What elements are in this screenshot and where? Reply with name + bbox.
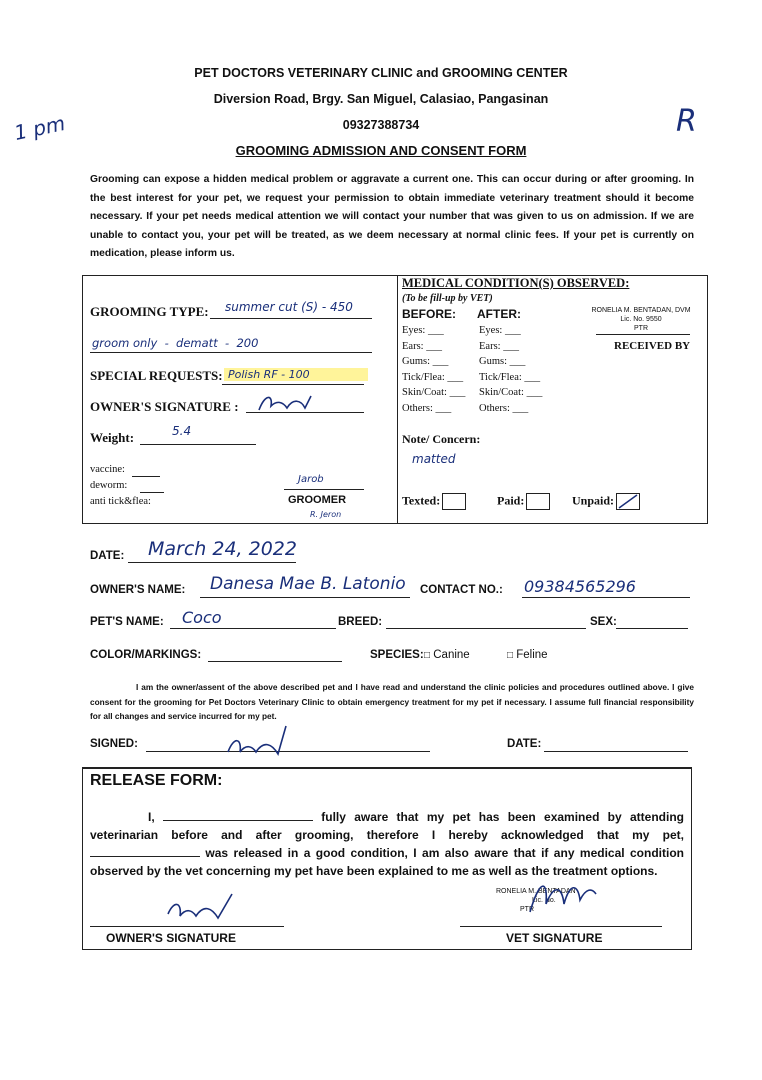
vet-stamp	[586, 306, 696, 333]
special-requests-value: Polish RF - 100	[224, 368, 368, 381]
before-row: Tick/Flea: ___	[402, 371, 464, 383]
species-feline-option[interactable]	[507, 649, 548, 661]
deworm-label: deworm:	[90, 480, 128, 491]
weight-label: Weight:	[90, 430, 135, 445]
release-vet-stamp-name: RONELIA M. BENTADAN	[496, 888, 576, 895]
release-p1-start: I,	[148, 810, 155, 824]
signed-date-label: DATE:	[507, 738, 542, 750]
vaccine-line	[132, 476, 160, 477]
vet-sig-label: VET SIGNATURE	[506, 931, 603, 945]
after-row: Gums: ___	[479, 356, 526, 367]
contact-line	[522, 597, 690, 598]
vet-stamp-name: RONELIA M. BENTADAN, DVM	[591, 307, 691, 314]
feline-checkbox-icon: □	[507, 650, 514, 661]
grooming-line2	[90, 352, 372, 353]
clinic-phone: 09327388734	[342, 118, 420, 132]
grooming-type-label: GROOMING TYPE:	[90, 304, 209, 319]
owner-signature-label: OWNER'S SIGNATURE :	[90, 399, 239, 414]
note-value: matted	[412, 452, 456, 466]
owner-sig-label: OWNER'S SIGNATURE	[106, 931, 236, 945]
medical-title: MEDICAL CONDITION(S) OBSERVED:	[402, 276, 630, 290]
release-paragraph	[90, 808, 684, 880]
paid-label: Paid:	[497, 493, 525, 508]
consent-paragraph: I am the owner/assent of the above described pet and I have read and understand the clinic policies and procedures outlined above. I give consent for the grooming for Pet Doctors Veterinary Clinic to obtain emergency treatment for my pet if necessary. I assume full financial responsibility for all changes and service incurred for my pet.	[90, 682, 694, 721]
margin-time-note: 1 pm	[12, 110, 68, 146]
signed-date-line	[544, 751, 688, 752]
medical-subtitle: (To be fill-up by VET)	[402, 293, 493, 304]
release-pet-blank	[90, 844, 200, 857]
groomer-line	[284, 489, 364, 490]
sex-line	[616, 628, 688, 629]
color-line	[208, 661, 342, 662]
after-list	[479, 323, 542, 416]
date-value: March 24, 2022	[148, 538, 297, 560]
clinic-address: Diversion Road, Brgy. San Miguel, Calasiao, Pangasinan	[213, 92, 549, 106]
groomer-name: Jarob	[298, 474, 324, 485]
texted-label: Texted:	[402, 493, 441, 508]
signed-label: SIGNED:	[90, 738, 138, 750]
weight-value: 5.4	[172, 424, 192, 438]
form-title: GROOMING ADMISSION AND CONSENT FORM	[235, 143, 527, 158]
contact-label: CONTACT NO.:	[420, 584, 503, 596]
date-line	[128, 562, 296, 563]
owner-name-line	[200, 597, 410, 598]
signed-signature-mark	[222, 722, 294, 766]
color-label: COLOR/MARKINGS:	[90, 649, 202, 661]
breed-line	[386, 628, 586, 629]
vet-signature-mark	[520, 874, 600, 924]
antitick-label: anti tick&flea:	[90, 496, 151, 507]
after-row: Others: ___	[479, 402, 529, 414]
received-by-label: RECEIVED BY	[614, 340, 691, 352]
special-requests-label: SPECIAL REQUESTS:	[90, 368, 223, 383]
special-requests-line	[222, 384, 364, 385]
unpaid-box	[616, 493, 640, 510]
species-canine-option[interactable]	[424, 649, 470, 661]
pet-name-line	[170, 628, 336, 629]
note-label: Note/ Concern:	[402, 432, 481, 446]
before-row: Ears: ___	[402, 340, 442, 352]
clinic-name: PET DOCTORS VETERINARY CLINIC and GROOMING CENTER	[194, 66, 568, 80]
groomer-label: GROOMER	[288, 494, 347, 506]
margin-initial-note: R	[676, 104, 697, 139]
canine-checkbox-icon: □	[424, 650, 431, 661]
after-row: Eyes: ___	[479, 325, 521, 336]
received-by-line	[596, 334, 690, 335]
date-label: DATE:	[90, 550, 125, 562]
species-label: SPECIES:	[370, 649, 424, 661]
before-row: Gums: ___	[402, 356, 449, 367]
deworm-line	[140, 492, 164, 493]
unpaid-label: Unpaid:	[572, 493, 615, 508]
intro-paragraph: Grooming can expose a hidden medical problem or aggravate a current one. This can occur during or after grooming. In the best interest for your pet, we request your permission to obtain immediate veterinary treatment should it become necessary. If your pet needs medical attention we will contact your number that was given to us on admission. If we are unable to contact you, your pet will be treated, as we deem necessary at normal clinic fees. If your pet is currently on medication, please inform us.	[90, 174, 694, 260]
owner-name-label: OWNER'S NAME:	[90, 584, 186, 596]
texted-box	[442, 493, 466, 510]
release-p1-end: was released in a good condition, I am also aware that if any medical condition observed by the vet concerning my pet have been explained to me as well as the treatment options.	[90, 846, 684, 878]
before-row: Eyes: ___	[402, 325, 444, 336]
vaccine-label: vaccine:	[90, 464, 125, 475]
breed-label: BREED:	[338, 616, 383, 628]
owner-sig-line	[90, 926, 284, 927]
paid-box	[526, 493, 550, 510]
vet-stamp-lic: Lic. No. 9550	[620, 316, 662, 323]
grooming-type-extra: groom only - dematt - 200	[92, 336, 259, 350]
check-mark-icon	[617, 494, 639, 509]
column-divider	[397, 275, 398, 523]
pet-name-value: Coco	[182, 608, 222, 627]
texted-checkbox[interactable]	[402, 493, 466, 510]
grooming-type-line	[210, 318, 372, 319]
contact-value: 09384565296	[524, 577, 636, 596]
release-vet-stamp-ptr: PTR	[520, 906, 534, 913]
groomer-name-2: R. Jeron	[310, 510, 342, 519]
after-row: Tick/Flea: ___	[479, 371, 541, 383]
before-label: BEFORE:	[402, 307, 456, 321]
after-row: Ears: ___	[479, 340, 519, 352]
after-label: AFTER:	[477, 307, 521, 321]
feline-label: Feline	[516, 649, 548, 661]
release-p1-rest: fully aware that my pet has been examined by attending veterinarian before and after grooming, therefore I hereby acknowledged that my pet,	[90, 810, 684, 842]
before-row: Others: ___	[402, 402, 452, 414]
grooming-type-value: summer cut (S) - 450	[225, 300, 353, 314]
unpaid-checkbox[interactable]	[572, 493, 640, 510]
release-title: RELEASE FORM:	[90, 772, 223, 789]
vet-sig-line	[460, 926, 662, 927]
pet-name-label: PET'S NAME:	[90, 616, 164, 628]
sex-label: SEX:	[590, 616, 617, 628]
owner-name-value: Danesa Mae B. Latonio	[210, 574, 406, 594]
vet-stamp-ptr: PTR	[634, 325, 648, 332]
release-vet-stamp-lic: Lic. No.	[532, 897, 556, 904]
weight-line	[140, 444, 256, 445]
canine-label: Canine	[433, 649, 470, 661]
before-list	[402, 323, 465, 416]
after-row: Skin/Coat: ___	[479, 387, 543, 398]
release-owner-blank	[163, 808, 313, 821]
before-row: Skin/Coat: ___	[402, 387, 466, 398]
owner-signature-mark	[255, 392, 315, 418]
paid-checkbox[interactable]	[497, 493, 550, 510]
